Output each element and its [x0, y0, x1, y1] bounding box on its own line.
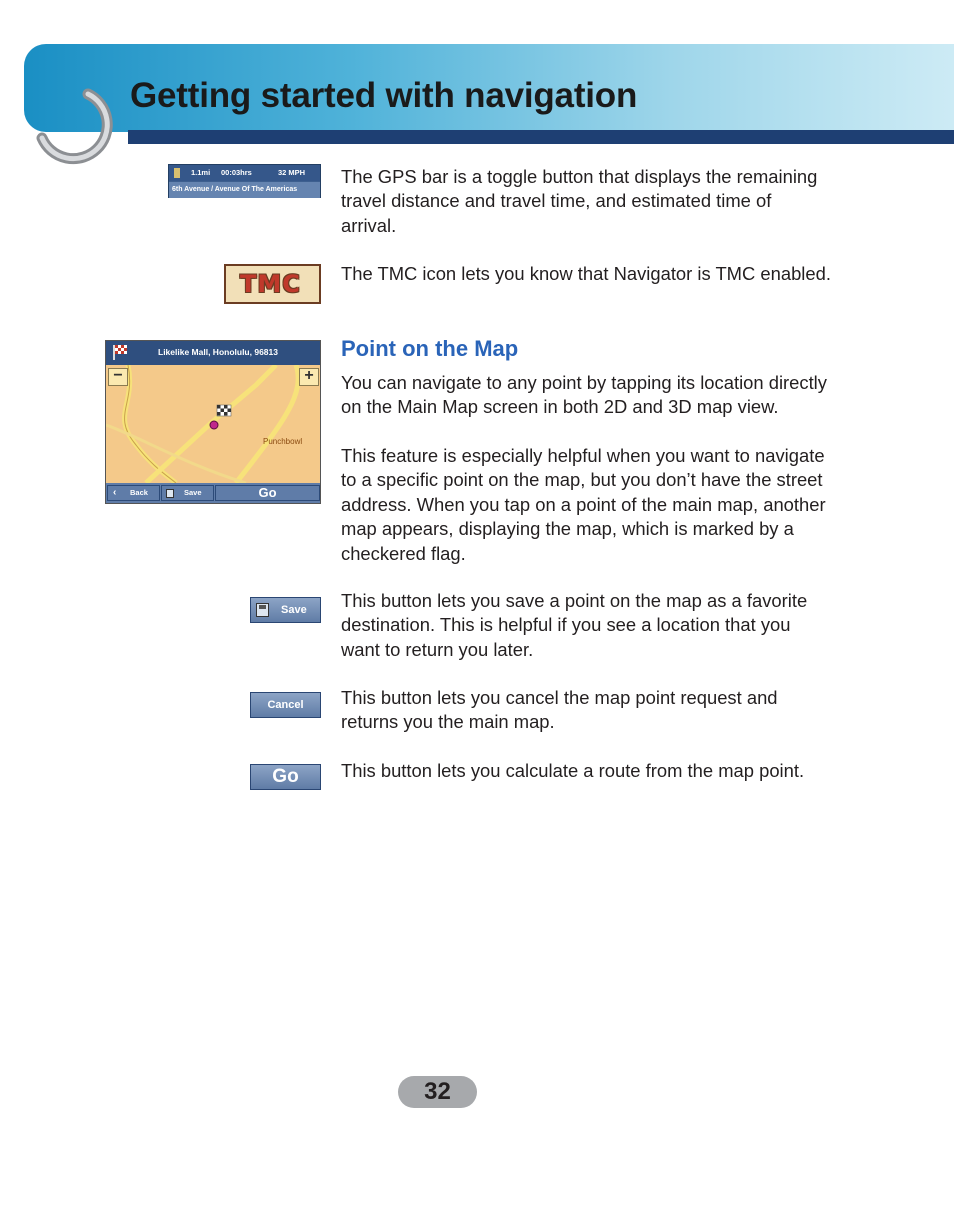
map-screenshot — [105, 340, 321, 504]
map-roads — [106, 365, 321, 483]
save-button[interactable] — [250, 597, 321, 623]
page-number: 32 — [398, 1076, 477, 1108]
point-description-2: This feature is especially helpful when you want to navigate to a specific point on the map, but you don’t have the street address. When you tap on a point of the main map, another map appears, displaying the map, which is marked by a checkered flag. — [341, 445, 826, 564]
go-button[interactable]: Go — [250, 764, 321, 790]
floppy-icon — [256, 603, 269, 617]
tmc-icon-label: TMC — [240, 270, 301, 298]
cancel-button[interactable]: Cancel — [250, 692, 321, 718]
gps-street: 6th Avenue / Avenue Of The Americas — [172, 186, 298, 193]
map-back-label: Back — [130, 488, 148, 497]
map-location-label: Likelike Mall, Honolulu, 96813 — [158, 347, 278, 357]
gps-bar[interactable] — [168, 164, 321, 198]
go-description: This button lets you calculate a route from the map point. — [341, 760, 805, 781]
tmc-description: The TMC icon lets you know that Navigator is TMC enabled. — [341, 263, 831, 284]
map-save-button[interactable] — [161, 485, 214, 501]
checkered-flag-icon — [112, 344, 128, 361]
gps-speed: 32 MPH — [278, 168, 306, 177]
zoom-out-button[interactable]: − — [108, 368, 128, 386]
map-area[interactable] — [106, 365, 320, 483]
save-description: This button lets you save a point on the map as a favorite destination. This is helpful if you see a location that you want to return you later. — [341, 590, 808, 660]
map-topbar — [106, 341, 320, 365]
gps-bar-bottom — [169, 182, 320, 198]
map-save-label: Save — [184, 488, 202, 497]
map-bottombar — [106, 483, 320, 504]
back-chevron-icon: ‹ — [113, 487, 117, 498]
gps-description: The GPS bar is a toggle button that displays the remaining travel distance and travel time, and estimated time of arrival. — [341, 166, 818, 236]
header-stripe — [128, 130, 954, 144]
hourglass-icon — [174, 168, 180, 178]
section-heading: Point on the Map — [341, 336, 519, 361]
gps-bar-top — [169, 165, 320, 181]
map-go-button[interactable]: Go — [215, 485, 320, 501]
gps-time: 00:03hrs — [221, 168, 252, 177]
floppy-icon — [166, 489, 174, 498]
gps-distance: 1.1mi — [191, 168, 211, 177]
page-title: Getting started with navigation — [130, 76, 638, 115]
map-poi-label: Punchbowl — [263, 437, 303, 446]
tmc-icon — [224, 264, 321, 304]
save-button-label: Save — [281, 604, 307, 616]
cancel-description: This button lets you cancel the map point request and returns you the main map. — [341, 687, 778, 733]
point-description-1: You can navigate to any point by tapping its location directly on the Main Map screen in both 2D and 3D map view. — [341, 372, 827, 418]
zoom-in-button[interactable]: + — [299, 368, 319, 386]
map-back-button[interactable] — [107, 485, 160, 501]
ring-binder-icon — [30, 76, 120, 166]
